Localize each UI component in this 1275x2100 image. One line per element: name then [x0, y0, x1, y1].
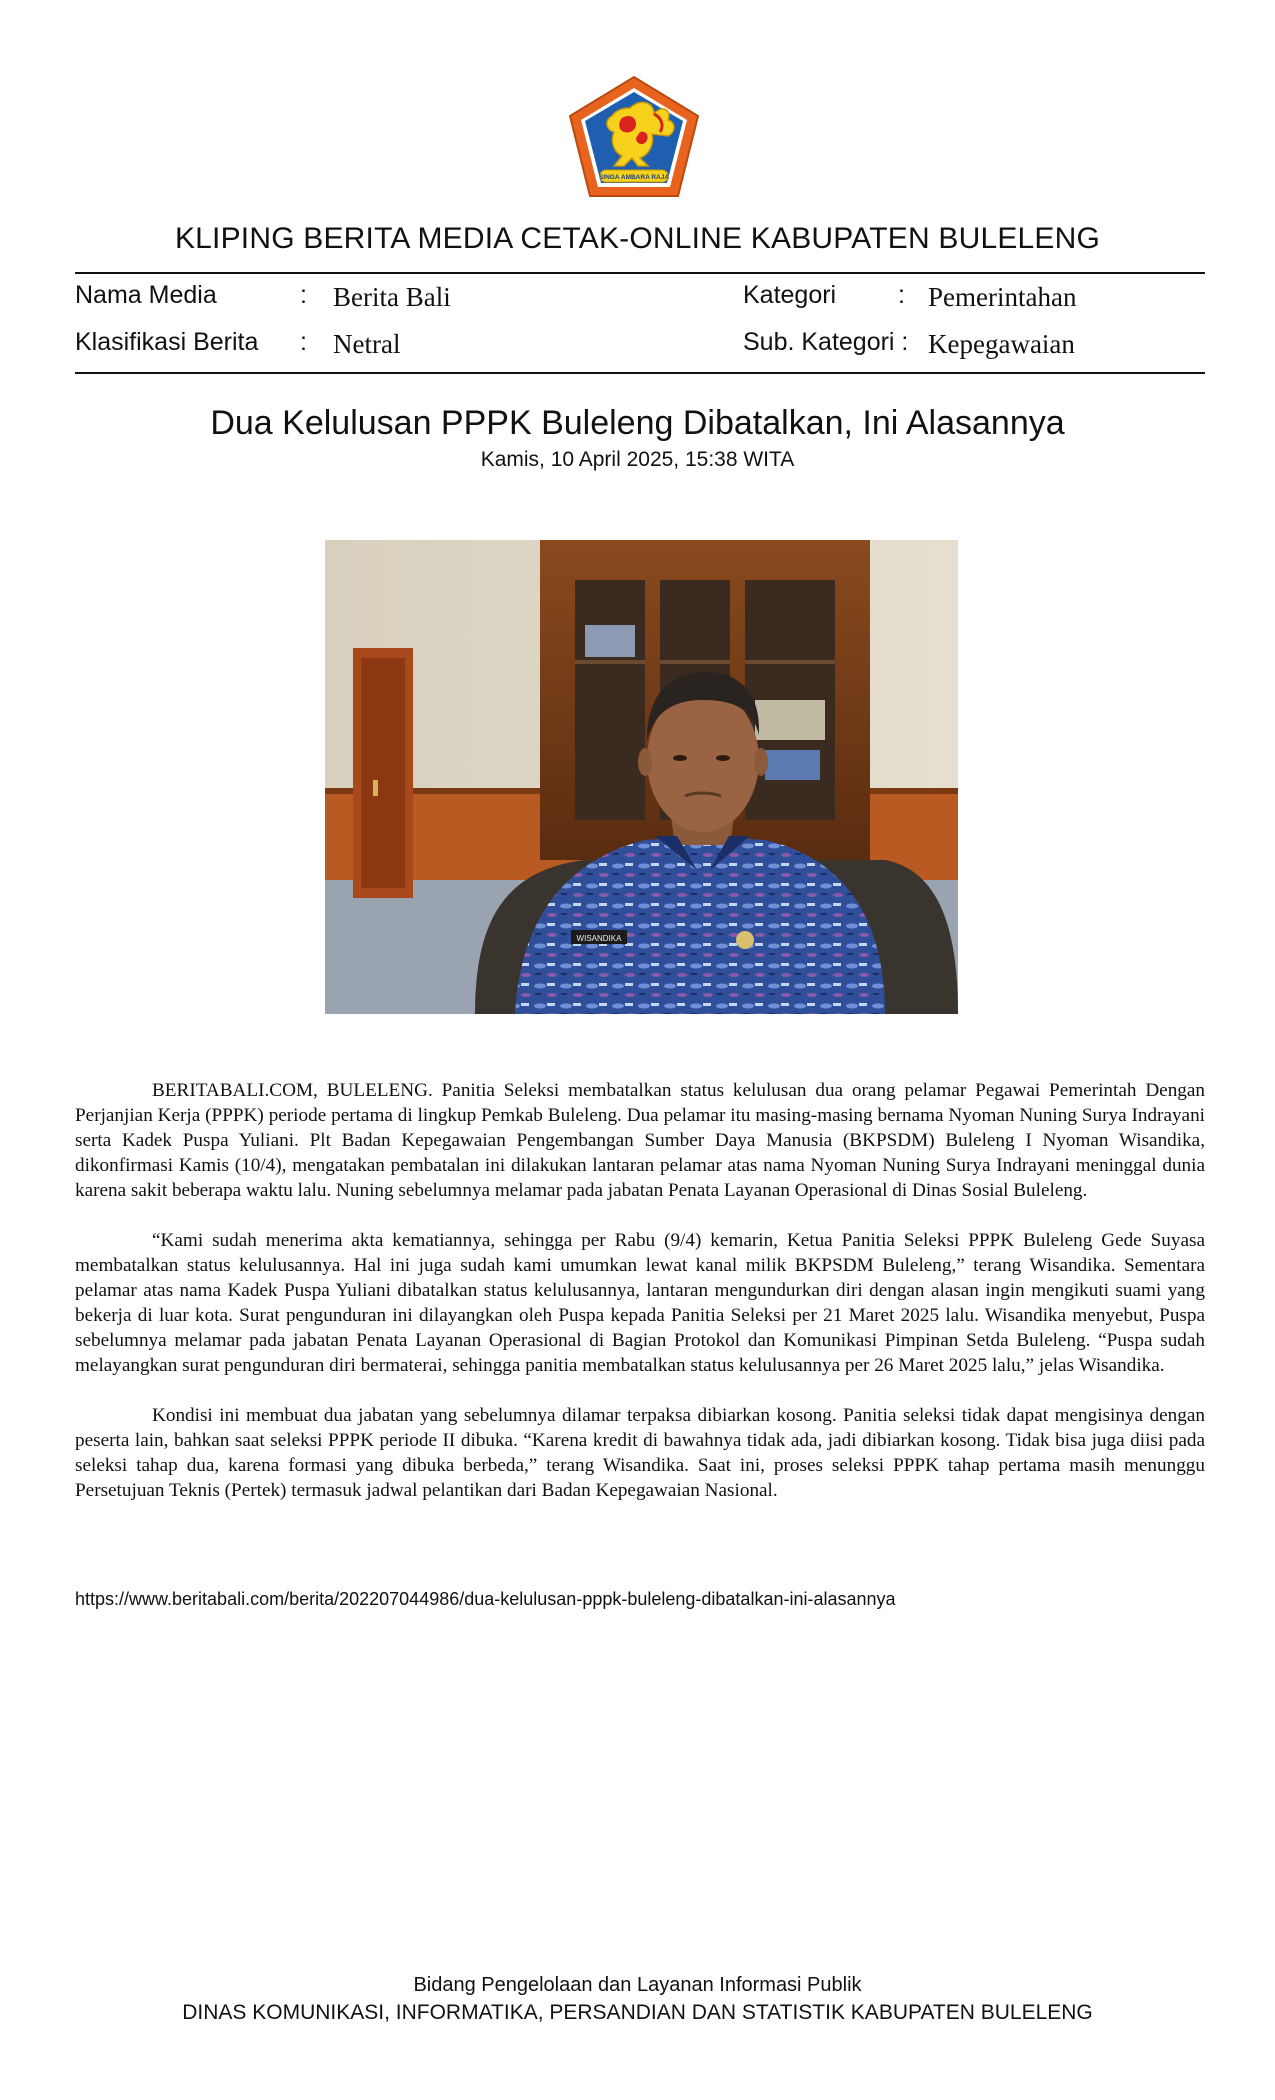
category-value: Pemerintahan	[928, 282, 1077, 312]
divider-top	[75, 272, 1205, 274]
article-photo	[325, 540, 958, 1014]
article-body	[75, 1078, 1205, 1528]
news-classification-value: Netral	[333, 329, 401, 359]
media-name-value: Berita Bali	[333, 282, 451, 312]
subcategory-label: Sub. Kategori :	[743, 328, 909, 356]
article-dateline: Kamis, 10 April 2025, 15:38 WITA	[480, 448, 795, 471]
news-classification-colon: :	[300, 328, 307, 356]
article-paragraph: “Kami sudah menerima akta kematiannya, sehingga per Rabu (9/4) kemarin, Ketua Panitia Seleksi PPPK Buleleng Gede Suyasa membatalkan status kelulusannya. Hal ini juga sudah kami umumkan lewat kanal milik BKPSDM Buleleng,” terang Wisandika. Sementara pelamar atas nama Kadek Puspa Yuliani dibatalkan status kelulusannya, lantaran mengundurkan diri dengan alasan ingin mengikuti suami yang bekerja di luar kota. Surat pengunduran ini dilayangkan oleh Puspa kepada Panitia Seleksi per 21 Maret 2025 lalu. Wisandika menyebut, Puspa sebelumnya melamar pada jabatan Penata Layanan Operasional di Bagian Protokol dan Komunikasi Pimpinan Setda Buleleng. “Puspa sudah melayangkan surat pengunduran diri bermaterai, sehingga panitia membatalkan status kelulusannya per 26 Maret 2025 lalu,” jelas Wisandika.	[75, 1230, 1205, 1376]
photo-nametag: WISANDIKA	[576, 934, 622, 943]
footer-unit: Bidang Pengelolaan dan Layanan Informasi Publik	[413, 1974, 862, 1996]
subcategory-value: Kepegawaian	[928, 329, 1075, 359]
article-paragraph: BERITABALI.COM, BULELENG. Panitia Seleksi membatalkan status kelulusan dua orang pelamar Pegawai Pemerintah Dengan Perjanjian Kerja (PPPK) periode pertama di lingkup Pemkab Buleleng. Dua pelamar itu masing-masing bernama Nyoman Nuning Surya Indrayani serta Kadek Puspa Yuliani. Plt Badan Kepegawaian Pengembangan Sumber Daya Manusia (BKPSDM) Buleleng I Nyoman Wisandika, dikonfirmasi Kamis (10/4), mengatakan pembatalan ini dilakukan lantaran pelamar atas nama Nyoman Nuning Surya Indrayani meninggal dunia karena sakit beberapa waktu lalu. Nuning sebelumnya melamar pada jabatan Penata Layanan Operasional di Dinas Sosial Buleleng.	[75, 1080, 1205, 1201]
media-name-label: Nama Media	[75, 281, 217, 309]
logo-motto: SINGA AMBARA RAJA	[598, 174, 670, 181]
media-name-colon: :	[300, 281, 307, 309]
footer-office: DINAS KOMUNIKASI, INFORMATIKA, PERSANDIAN DAN STATISTIK KABUPATEN BULELENG	[182, 2001, 1093, 2024]
category-colon: :	[898, 281, 905, 309]
article-headline: Dua Kelulusan PPPK Buleleng Dibatalkan, Ini Alasannya	[210, 404, 1065, 442]
category-label: Kategori	[743, 281, 837, 309]
regency-logo	[566, 74, 702, 200]
source-link[interactable]: https://www.beritabali.com/berita/202207044986/dua-kelulusan-pppk-buleleng-dibatalkan-ini-alasannya	[75, 1589, 896, 1609]
news-classification-label: Klasifikasi Berita	[75, 328, 259, 356]
divider-bottom	[75, 372, 1205, 374]
document-title: KLIPING BERITA MEDIA CETAK-ONLINE KABUPATEN BULELENG	[174, 222, 1101, 255]
article-paragraph: Kondisi ini membuat dua jabatan yang sebelumnya dilamar terpaksa dibiarkan kosong. Panitia seleksi tidak dapat mengisinya dengan peserta lain, bahkan saat seleksi PPPK periode II dibuka. “Karena kredit di bawahnya tidak ada, jadi dibiarkan kosong. Tidak bisa juga diisi pada seleksi tahap dua, karena formasi yang dibuka berbeda,” terang Wisandika. Saat ini, proses seleksi PPPK tahap pertama masih menunggu Persetujuan Teknis (Pertek) termasuk jadwal pelantikan dari Badan Kepegawaian Nasional.	[75, 1405, 1205, 1501]
